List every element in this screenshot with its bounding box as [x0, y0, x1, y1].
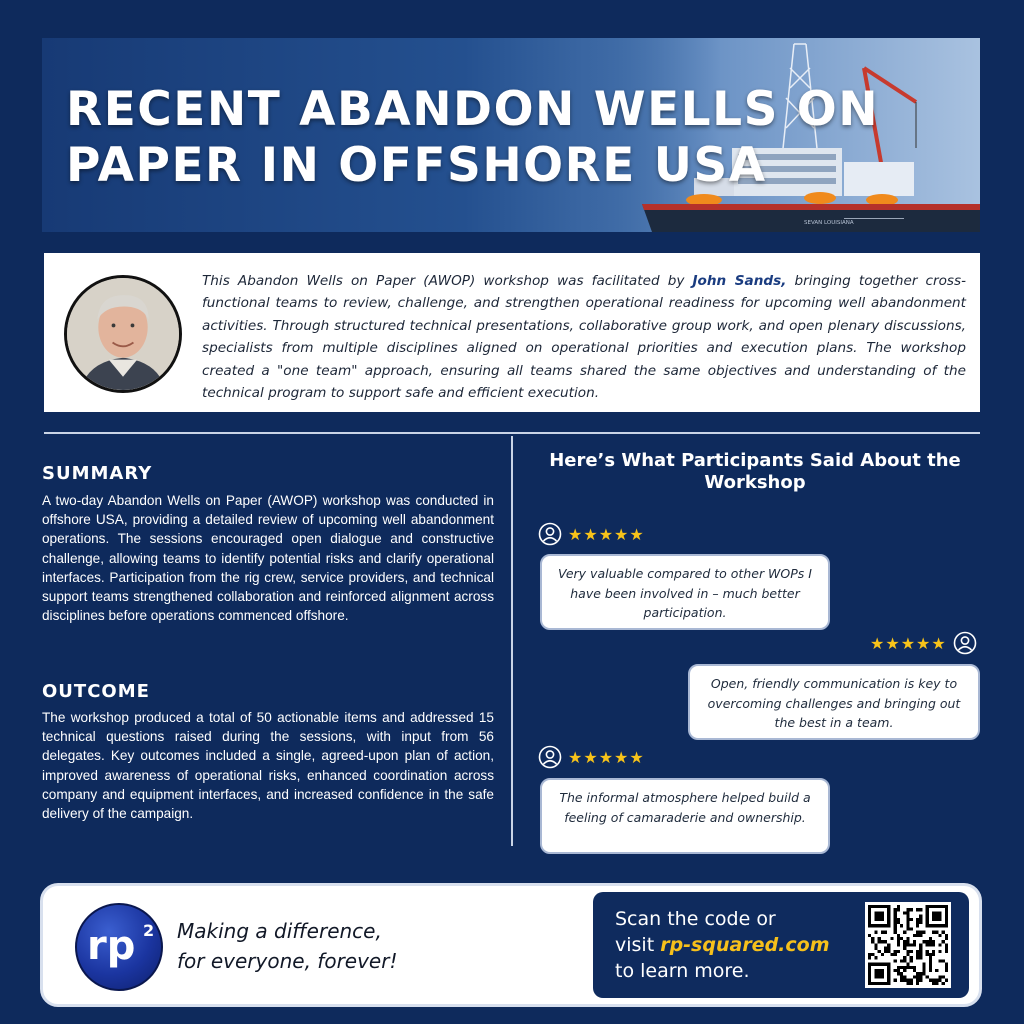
hero-banner: [42, 38, 980, 232]
facilitator-name: John Sands,: [692, 273, 787, 289]
testimonial-quote-2: Open, friendly communication is key to overcoming challenges and bringing out the best in a team.: [688, 664, 980, 740]
outcome-heading: OUTCOME: [42, 681, 150, 702]
facilitator-photo: [64, 275, 182, 393]
page-title: [66, 82, 926, 194]
user-circle-icon: [538, 745, 562, 769]
intro-text-before: This Abandon Wells on Paper (AWOP) workshop was facilitated by: [202, 273, 693, 289]
star-rating: ★★★★★: [568, 524, 645, 544]
star-rating: ★★★★★: [870, 633, 947, 653]
logo-superscript: 2: [143, 921, 155, 940]
rp-squared-logo[interactable]: [75, 903, 163, 991]
website-link[interactable]: rp-squared.com: [660, 934, 830, 956]
intro-card: [44, 253, 980, 412]
intro-text-after: bringing together cross-functional teams to review, challenge, and strengthen operational readiness for upcoming well abandonment activities. Through structured technical presentations, collaborative group work, and open plenary discussions, specialists from multiple disciplines aligned on operational priorities and execution plans. The workshop created a "one team" approach, ensuring all teams shared the same objectives and understanding of the technical program to support safe and efficient execution.: [202, 273, 966, 402]
cta-visit: visit: [615, 934, 661, 956]
tagline: [177, 916, 437, 976]
rating-row-3: [538, 745, 645, 769]
outcome-body: The workshop produced a total of 50 actionable items and addressed 15 technical questions raised during the sessions, with input from 56 delegates. Key outcomes included a single, agreed-upon plan of action, improved awareness of operational risks, enhanced coordination across company and equipment interfaces, and increased confidence in the safe delivery of the campaign.: [42, 710, 494, 822]
tagline-line-2: for everyone, forever!: [177, 949, 398, 973]
summary-body: A two-day Abandon Wells on Paper (AWOP) workshop was conducted in offshore USA, providing a detailed review of upcoming well abandonment operations. The sessions encouraged open dialogue and constructive challenge, allowing teams to identify potential risks and clarify operational interfaces. Participation from the rig crew, service providers, and technical support teams strengthened collaboration and reinforced alignment across disciplines before operations commenced offshore.: [42, 493, 494, 624]
summary-heading: SUMMARY: [42, 463, 153, 484]
rating-row-2: [870, 631, 977, 655]
horizontal-divider: [44, 432, 980, 434]
call-to-action-box: [593, 892, 969, 998]
cta-text: [615, 906, 855, 984]
user-circle-icon: [538, 522, 562, 546]
rating-row-1: [538, 522, 645, 546]
user-circle-icon: [953, 631, 977, 655]
qr-code-icon[interactable]: [865, 902, 951, 988]
cta-line-3: to learn more.: [615, 960, 750, 982]
logo-text: rp: [87, 923, 136, 969]
footer-banner: [40, 883, 982, 1007]
title-line-2: PAPER IN OFFSHORE USA: [66, 138, 767, 193]
vertical-divider: [511, 436, 513, 846]
testimonial-quote-3: The informal atmosphere helped build a feeling of camaraderie and ownership.: [540, 778, 830, 854]
testimonials-heading: Here’s What Participants Said About the Workshop: [549, 450, 961, 493]
star-rating: ★★★★★: [568, 747, 645, 767]
cta-line-1: Scan the code or: [615, 908, 776, 930]
tagline-line-1: Making a difference,: [177, 919, 382, 943]
title-line-1: RECENT ABANDON WELLS ON: [66, 82, 880, 137]
vessel-name: SEVAN LOUISIANA: [804, 220, 854, 226]
testimonial-quote-1: Very valuable compared to other WOPs I have been involved in – much better participation.: [540, 554, 830, 630]
cta-line-2: [615, 932, 855, 958]
intro-paragraph: [202, 270, 966, 404]
